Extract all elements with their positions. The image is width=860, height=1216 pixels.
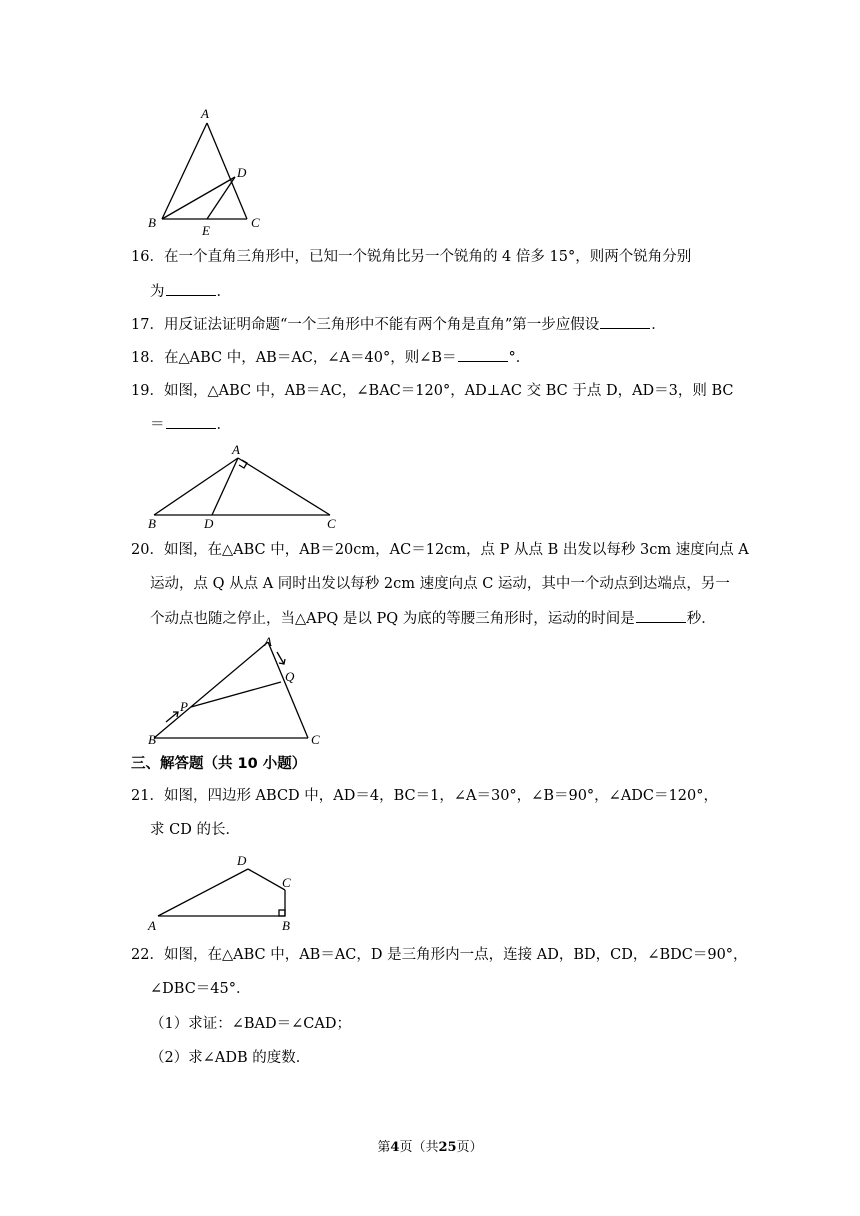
figure-q21-quadrilateral <box>140 850 310 935</box>
vertex-label-c: C <box>327 516 336 531</box>
page-number: 4 <box>390 1140 400 1155</box>
q17-line <box>131 314 666 335</box>
q22-part1: （1）求证：∠BAD＝∠CAD； <box>150 1016 351 1032</box>
vertex-label-q: Q <box>285 669 295 684</box>
footer-suffix: 页） <box>456 1140 483 1155</box>
vertex-label-b: B <box>148 516 156 531</box>
q22-line2: ∠DBC＝45°． <box>150 981 251 997</box>
vertex-label-c: C <box>282 875 291 890</box>
vertex-label-c: C <box>311 732 320 747</box>
q18-line <box>131 347 530 368</box>
vertex-label-a: A <box>201 106 209 121</box>
answer-blank <box>600 314 650 329</box>
right-angle-mark <box>279 910 285 916</box>
right-angle-mark <box>239 460 247 468</box>
answer-blank <box>636 608 686 623</box>
vertex-label-a: A <box>264 634 272 649</box>
q20-line1: 20．如图，在△ABC 中，AB＝20cm，AC＝12cm，点 P 从点 B 出发以每秒 3cm 速度向点 A <box>131 542 749 558</box>
q22-line1: 22．如图，在△ABC 中，AB＝AC，D 是三角形内一点，连接 AD，BD，CD，∠BDC＝90°， <box>131 947 748 963</box>
vertex-label-b: B <box>148 732 156 747</box>
q18-prefix: 18．在△ABC 中，AB＝AC，∠A＝40°，则∠B＝ <box>131 350 457 366</box>
figure-q20-triangle <box>140 632 340 747</box>
footer-prefix: 第 <box>377 1140 391 1155</box>
vertex-label-c: C <box>251 215 260 230</box>
arrow-q <box>277 652 284 664</box>
vertex-label-a: A <box>232 442 240 457</box>
figure-q15-triangle <box>140 105 270 240</box>
vertex-label-b: B <box>282 918 290 933</box>
q21-line1: 21．如图，四边形 ABCD 中，AD＝4，BC＝1，∠A＝30°，∠B＝90°，∠ADC＝120°， <box>131 788 718 804</box>
q16-line2 <box>150 281 231 302</box>
q17-suffix: ． <box>651 317 666 333</box>
vertex-label-d: D <box>204 516 214 531</box>
page-footer <box>0 1136 860 1155</box>
q16-prefix: 为 <box>150 284 165 300</box>
vertex-label-p: P <box>180 699 188 714</box>
q22-part2: （2）求∠ADB 的度数． <box>150 1050 311 1066</box>
vertex-label-a: A <box>148 918 156 933</box>
q19-line1: 19．如图，△ABC 中，AB＝AC，∠BAC＝120°，AD⊥AC 交 BC 于点 D，AD＝3，则 BC <box>131 383 734 399</box>
q20-prefix: 个动点也随之停止，当△APQ 是以 PQ 为底的等腰三角形时，运动的时间是 <box>150 611 635 627</box>
q17-prefix: 17．用反证法证明命题“一个三角形中不能有两个角是直角”第一步应假设 <box>131 317 600 333</box>
footer-mid: 页（共 <box>399 1140 439 1155</box>
vertex-label-d: D <box>237 165 247 180</box>
vertex-label-e: E <box>202 223 210 238</box>
vertex-label-b: B <box>148 215 156 230</box>
section-heading: 三、解答题（共 10 小题） <box>131 756 307 772</box>
q19-line2 <box>150 414 231 435</box>
q19-prefix: ＝ <box>150 417 165 433</box>
arrow-p <box>166 712 178 722</box>
q19-suffix: ． <box>216 417 231 433</box>
q18-suffix: °． <box>508 350 531 366</box>
vertex-label-d: D <box>237 853 247 868</box>
q20-suffix: 秒． <box>686 611 716 627</box>
answer-blank <box>166 414 216 429</box>
answer-blank <box>166 281 216 296</box>
q20-line3 <box>150 608 716 629</box>
q21-line2: 求 CD 的长． <box>150 822 240 838</box>
q16-suffix: ． <box>216 284 231 300</box>
page-total: 25 <box>438 1140 457 1155</box>
q20-line2: 运动，点 Q 从点 A 同时出发以每秒 2cm 速度向点 C 运动，其中一个动点到达端点，另一 <box>150 576 730 592</box>
answer-blank <box>458 347 508 362</box>
q16-line1: 16．在一个直角三角形中，已知一个锐角比另一个锐角的 4 倍多 15°，则两个锐角分别 <box>131 249 692 265</box>
figure-q19-triangle <box>140 440 350 535</box>
